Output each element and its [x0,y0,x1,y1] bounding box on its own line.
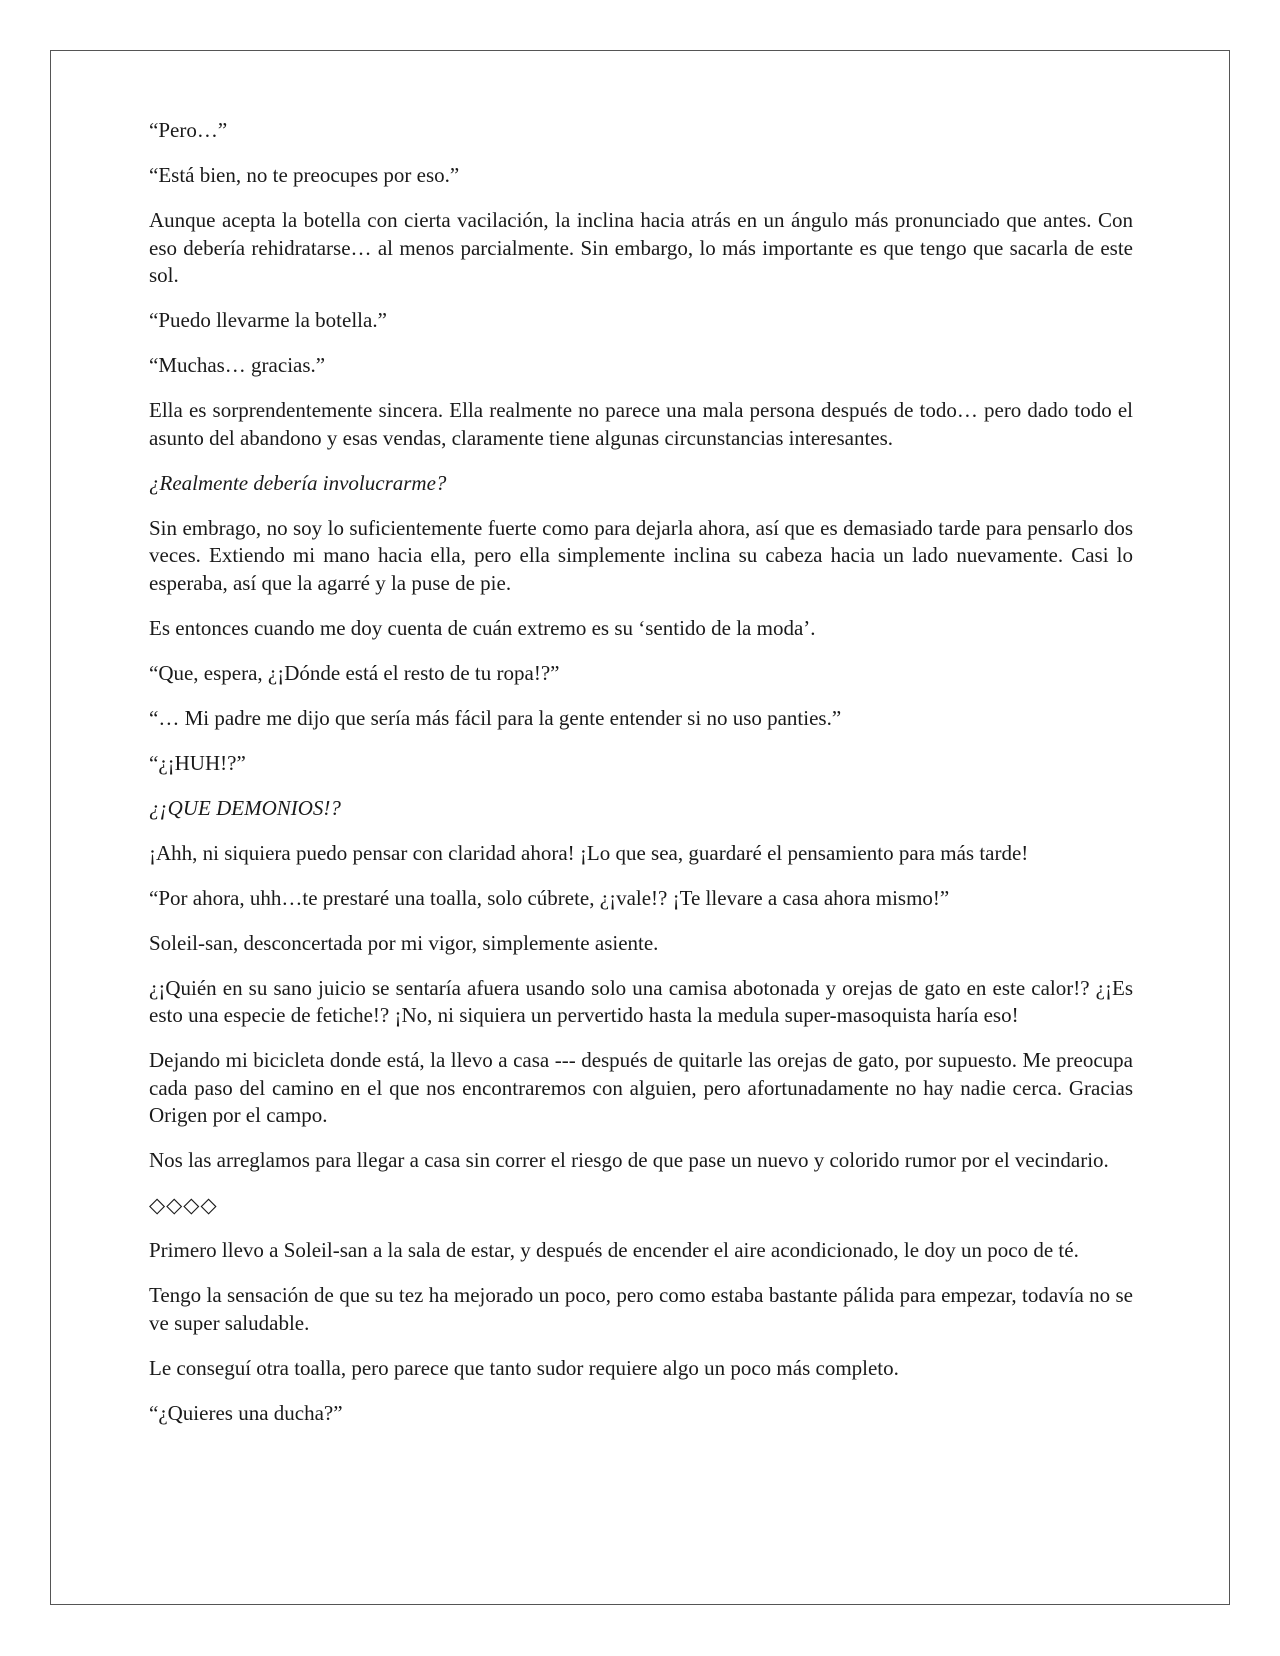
paragraph: ¡Ahh, ni siquiera puedo pensar con claridad ahora! ¡Lo que sea, guardaré el pensamiento para más tarde! [149,840,1029,865]
paragraph: “Está bien, no te preocupes por eso.” [149,163,460,187]
paragraph: “Puedo llevarme la botella.” [149,308,387,332]
paragraph: “… Mi padre me dijo que sería más fácil para la gente entender si no uso panties.” [149,705,842,730]
paragraph: Nos las arreglamos para llegar a casa sin correr el riesgo de que pase un nuevo y colorido rumor por el vecindario. [149,1148,1109,1172]
paragraph: Dejando mi bicicleta donde está, la llevo a casa --- después de quitarle las orejas de gato, por supuesto. Me preocupa cada paso del camino en el que nos encontraremos con alguien, pero afortunadamente no hay nadie cerca. Gracias Origen por el campo. [149,1048,1133,1127]
paragraph: “Que, espera, ¿¡Dónde está el resto de tu ropa!?” [149,660,560,685]
paragraph: Sin embrago, no soy lo suficientemente fuerte como para dejarla ahora, así que es demasiado tarde para pensarlo dos veces. Extiendo mi mano hacia ella, pero ella simplemente inclina su cabeza hacia un lado nuevamente. Casi lo esperaba, así que la agarré y la puse de pie. [149,515,1133,595]
paragraph: Aunque acepta la botella con cierta vacilación, la inclina hacia atrás en un ángulo más pronunciado que antes. Con eso debería rehidratarse… al menos parcialmente. Sin embargo, lo más importante es que tengo que sacarla de este sol. [149,208,1133,287]
paragraph: Soleil-san, desconcertada por mi vigor, simplemente asiente. [149,930,659,955]
paragraph: ¿¡Quién en su sano juicio se sentaría afuera usando solo una camisa abotonada y orejas de gato en este calor!? ¿¡Es esto una especie de fetiche!? ¡No, ni siquiera un pervertido hasta la medula super-masoquista haría eso! [149,975,1133,1027]
paragraph: Le conseguí otra toalla, pero parece que tanto sudor requiere algo un poco más completo. [149,1355,899,1380]
document-body [149,117,1133,1445]
paragraph: “Muchas… gracias.” [149,353,326,377]
paragraph: “Por ahora, uhh…te prestaré una toalla, solo cúbrete, ¿¡vale!? ¡Te llevare a casa ahora mismo!” [149,885,950,910]
paragraph: Es entonces cuando me doy cuenta de cuán extremo es su ‘sentido de la moda’. [149,615,816,640]
paragraph: Primero llevo a Soleil-san a la sala de estar, y después de encender el aire acondicionado, le doy un poco de té. [149,1238,1079,1262]
paragraph: “Pero…” [149,118,228,142]
paragraph: “¿Quieres una ducha?” [149,1400,343,1425]
italic-thought: ¿¡QUE DEMONIOS!? [149,795,341,820]
scene-separator: ◇◇◇◇ [149,1193,218,1217]
paragraph: Tengo la sensación de que su tez ha mejorado un poco, pero como estaba bastante pálida para empezar, todavía no se ve super saludable. [149,1283,1133,1335]
italic-thought: ¿Realmente debería involucrarme? [149,470,447,495]
paragraph: Ella es sorprendentemente sincera. Ella realmente no parece una mala persona después de todo… pero dado todo el asunto del abandono y esas vendas, claramente tiene algunas circunstancias interesantes. [149,398,1133,450]
paragraph: “¿¡HUH!?” [149,750,246,775]
